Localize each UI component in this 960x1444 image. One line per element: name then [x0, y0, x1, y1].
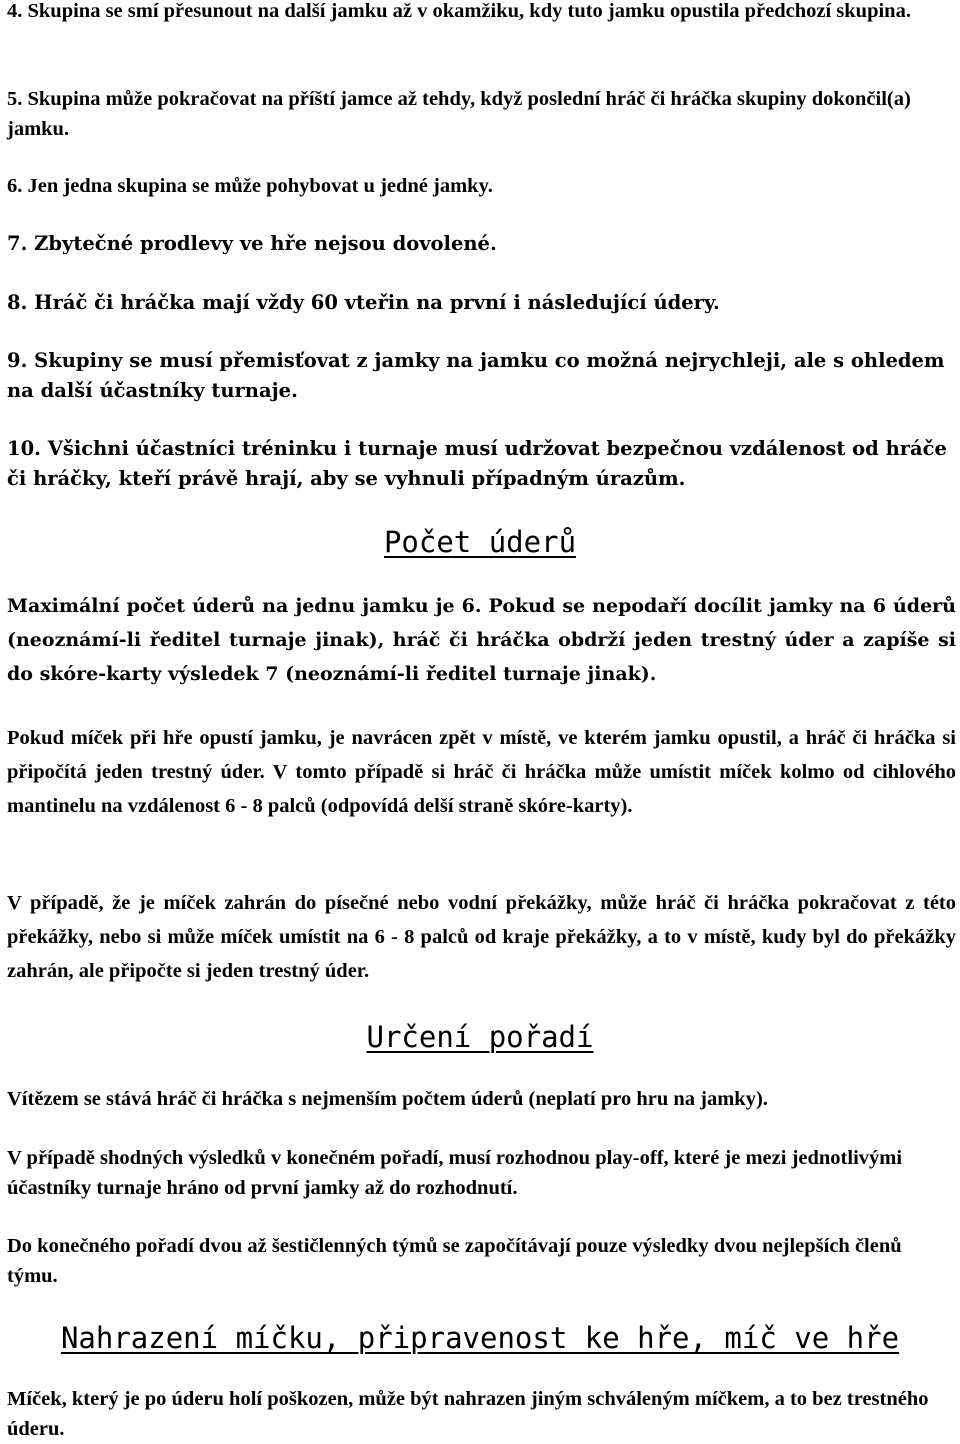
rule-item: 6. Jen jedna skupina se může pohybovat u jedné jamky. [7, 175, 493, 197]
section-heading-ranking: Určení pořadí [366, 1020, 594, 1054]
section-heading-strokes: Počet úderů [383, 525, 577, 559]
rule-item: 7. Zbytečné prodlevy ve hře nejsou dovolené. [7, 232, 497, 255]
rule-item: 8. Hráč či hráčka mají vždy 60 vteřin na první i následující údery. [7, 291, 720, 314]
rule-item: 10. Všichni účastníci tréninku i turnaje musí udržovat bezpečnou vzdálenost od hráče či hráčky, kteří právě hrají, aby se vyhnuli případným úrazům. [7, 437, 947, 490]
paragraph: Do konečného pořadí dvou až šestičlenných týmů se započítávají pouze výsledky dvou nejlepších členů týmu. [7, 1235, 902, 1287]
paragraph: Maximální počet úderů na jednu jamku je 6. Pokud se nepodaří docílit jamky na 6 úderů (neoznámí-li ředitel turnaje jinak), hráč či hráčka obdrží jeden trestný úder a zapíše si do skóre-karty výsledek 7 (neoznámí-li ředitel turnaje jinak). [7, 595, 956, 685]
rule-item: 4. Skupina se smí přesunout na další jamku až v okamžiku, kdy tuto jamku opustila předchozí skupina. [7, 0, 911, 22]
paragraph: Vítězem se stává hráč či hráčka s nejmenším počtem úderů (neplatí pro hru na jamky). [7, 1088, 768, 1110]
paragraph: Míček, který je po úderu holí poškozen, může být nahrazen jiným schváleným míčkem, a to bez trestného úderu. [7, 1388, 929, 1440]
paragraph: Pokud míček při hře opustí jamku, je navrácen zpět v místě, ve kterém jamku opustil, a hráč či hráčka si připočítá jeden trestný úder. V tomto případě si hráč či hráčka může umístit míček kolmo od cihlového mantinelu na vzdálenost 6 - 8 palců (odpovídá delší straně skóre-karty). [7, 727, 956, 817]
paragraph: V případě shodných výsledků v konečném pořadí, musí rozhodnou play-off, které je mezi jednotlivými účastníky turnaje hráno od první jamky až do rozhodnutí. [7, 1147, 903, 1199]
section-heading-ball: Nahrazení míčku, připravenost ke hře, míč ve hře [60, 1321, 900, 1355]
rule-item: 9. Skupiny se musí přemisťovat z jamky na jamku co možná nejrychleji, ale s ohledem na další účastníky turnaje. [7, 349, 945, 402]
paragraph: V případě, že je míček zahrán do písečné nebo vodní překážky, může hráč či hráčka pokračovat z této překážky, nebo si může míček umístit na 6 - 8 palců od kraje překážky, a to v místě, kudy byl do překážky zahrán, ale připočte si jeden trestný úder. [7, 892, 956, 982]
rule-item: 5. Skupina může pokračovat na příští jamce až tehdy, když poslední hráč či hráčka skupiny dokončil(a) jamku. [7, 88, 911, 140]
